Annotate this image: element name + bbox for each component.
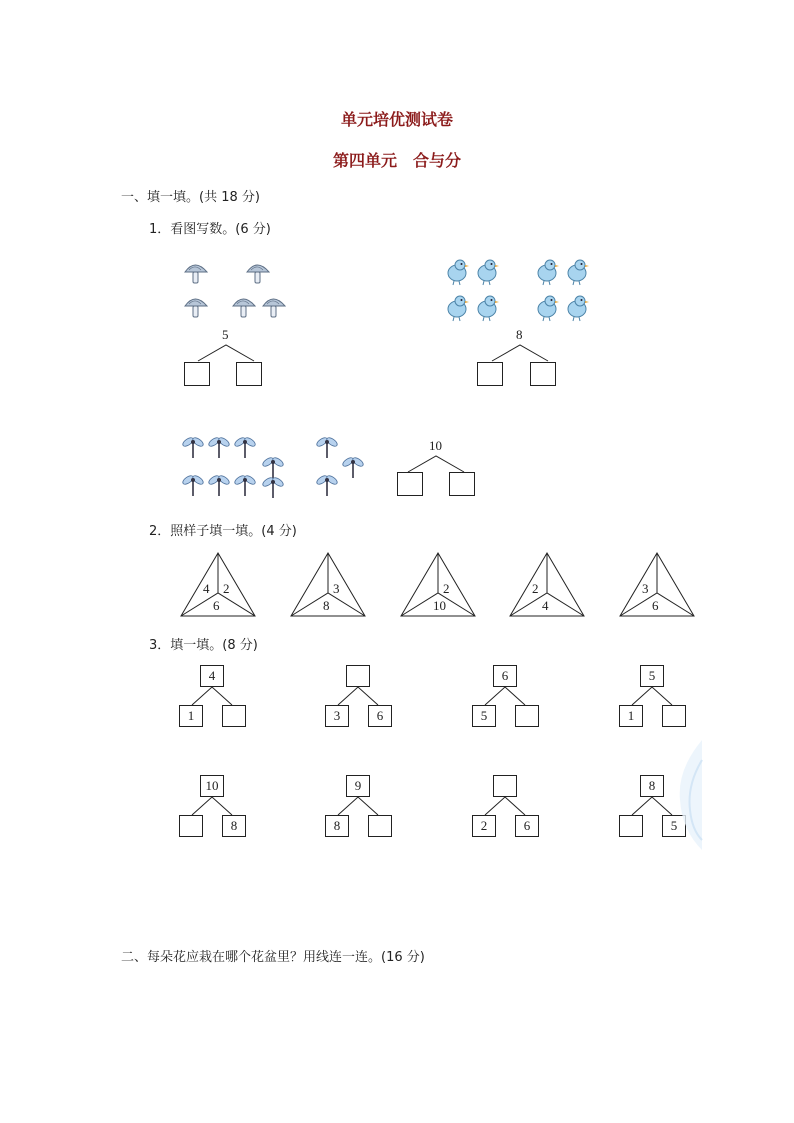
tree-top-box: 6 xyxy=(493,665,517,687)
q1-label: 1．看图写数。(6 分) xyxy=(149,222,271,237)
tree-top-box: 9 xyxy=(346,775,370,797)
tree-top-box[interactable] xyxy=(346,665,370,687)
tree-top-box: 8 xyxy=(640,775,664,797)
tree-left-box[interactable] xyxy=(179,815,203,837)
tree-right-box[interactable] xyxy=(515,705,539,727)
q1-branch-3 xyxy=(406,454,466,474)
tree-right-box[interactable] xyxy=(662,705,686,727)
q3-label: 3．填一填。(8 分) xyxy=(149,638,258,653)
q1-branch-1 xyxy=(196,343,256,363)
triangle-right-number: 3 xyxy=(333,581,340,596)
tree-top-box: 4 xyxy=(200,665,224,687)
page-title: 单元培优测试卷 xyxy=(340,110,453,129)
tree-left-box: 3 xyxy=(325,705,349,727)
triangle-bottom-number: 6 xyxy=(652,598,659,613)
tree-left-box: 1 xyxy=(179,705,203,727)
triangle-left-number: 2 xyxy=(532,581,539,596)
tree-right-box: 5 xyxy=(662,815,686,837)
q1-answer-box[interactable] xyxy=(397,472,423,496)
mushroom-icon xyxy=(183,260,293,325)
tree-left-box: 8 xyxy=(325,815,349,837)
tree-branch xyxy=(182,797,242,817)
tree-top-box: 5 xyxy=(640,665,664,687)
triangle-bottom-number: 6 xyxy=(213,598,220,613)
tree-left-box: 2 xyxy=(472,815,496,837)
tree-right-box: 8 xyxy=(222,815,246,837)
tree-right-box[interactable] xyxy=(368,815,392,837)
tree-branch xyxy=(328,687,388,707)
tree-left-box: 5 xyxy=(472,705,496,727)
chick-icon xyxy=(446,260,591,325)
tree-right-box: 6 xyxy=(515,815,539,837)
tree-branch xyxy=(622,687,682,707)
tree-right-box[interactable] xyxy=(222,705,246,727)
tree-left-box: 1 xyxy=(619,705,643,727)
q1-total-3: 10 xyxy=(429,438,442,453)
section-2-heading: 二、每朵花应栽在哪个花盆里？用线连一连。(16 分) xyxy=(121,950,425,965)
dragonfly-icon xyxy=(182,432,372,502)
triangle-bottom-number: 8 xyxy=(323,598,330,613)
triangle-right-number: 2 xyxy=(223,581,230,596)
tree-branch xyxy=(475,687,535,707)
q1-answer-box[interactable] xyxy=(477,362,503,386)
watermark-decoration xyxy=(672,740,702,850)
q1-answer-box[interactable] xyxy=(530,362,556,386)
q1-answer-box[interactable] xyxy=(184,362,210,386)
q1-answer-box[interactable] xyxy=(449,472,475,496)
triangle-left-number: 3 xyxy=(642,581,649,596)
tree-branch xyxy=(475,797,535,817)
tree-left-box[interactable] xyxy=(619,815,643,837)
triangle-left-number: 4 xyxy=(203,581,210,596)
section-1-heading: 一、填一填。(共 18 分) xyxy=(121,190,260,205)
triangle-bottom-number: 4 xyxy=(542,598,549,613)
tree-right-box: 6 xyxy=(368,705,392,727)
page-subtitle: 第四单元 合与分 xyxy=(332,151,461,170)
tree-branch xyxy=(328,797,388,817)
q1-total-2: 8 xyxy=(516,327,523,342)
tree-top-box[interactable] xyxy=(493,775,517,797)
q1-branch-2 xyxy=(490,343,550,363)
q1-answer-box[interactable] xyxy=(236,362,262,386)
tree-top-box: 10 xyxy=(200,775,224,797)
q1-total-1: 5 xyxy=(222,327,229,342)
tree-branch xyxy=(182,687,242,707)
q2-label: 2．照样子填一填。(4 分) xyxy=(149,524,297,539)
triangle-right-number: 2 xyxy=(443,581,450,596)
triangle-bottom-number: 10 xyxy=(433,598,446,613)
